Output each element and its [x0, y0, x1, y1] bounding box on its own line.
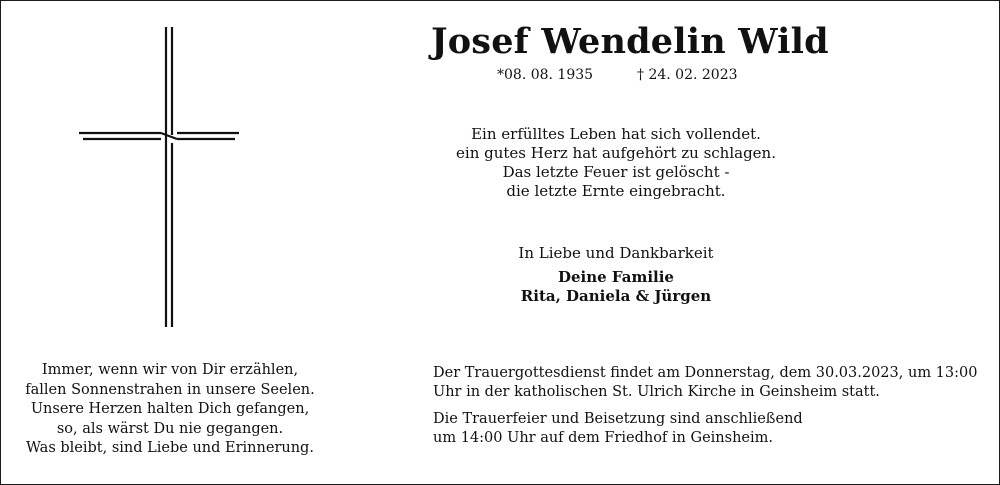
- verse-left-line: Immer, wenn wir von Dir erzählen,: [41, 362, 299, 378]
- verse-left-line: Unsere Herzen halten Dich gefangen,: [30, 401, 310, 417]
- verse-right-line: Das letzte Feuer ist gelöscht -: [502, 163, 730, 181]
- thanks-block: [441, 244, 791, 306]
- deceased-name: Josef Wendelin Wild: [431, 21, 829, 62]
- verse-right-line: die letzte Ernte eingebracht.: [506, 182, 726, 200]
- service-line: Die Trauerfeier und Beisetzung sind anschließend: [433, 411, 803, 427]
- birth-date: *08. 08. 1935: [497, 67, 594, 83]
- service-line: Uhr in der katholischen St. Ulrich Kirche in Geinsheim statt.: [433, 384, 880, 400]
- verse-left-line: so, als wärst Du nie gegangen.: [56, 420, 284, 437]
- life-dates: [497, 67, 737, 83]
- verse-right-line: ein gutes Herz hat aufgehört zu schlagen.: [456, 144, 776, 162]
- service-paragraph: [433, 364, 993, 402]
- signer-line: Rita, Daniela & Jürgen: [520, 287, 712, 305]
- signers: [441, 268, 791, 306]
- verse-left: [25, 361, 315, 459]
- cross-icon: [79, 27, 239, 327]
- verse-left-line: Was bleibt, sind Liebe und Erinnerung.: [26, 440, 314, 456]
- verse-right: [441, 125, 791, 201]
- verse-left-line: fallen Sonnenstrahen in unsere Seelen.: [25, 381, 315, 398]
- death-date: † 24. 02. 2023: [637, 67, 738, 83]
- service-paragraph: [433, 410, 993, 448]
- thanks-intro: In Liebe und Dankbarkeit: [518, 244, 714, 262]
- service-line: Der Trauergottesdienst findet am Donnerstag, dem 30.03.2023, um 13:00: [433, 365, 978, 381]
- verse-right-line: Ein erfülltes Leben hat sich vollendet.: [471, 125, 761, 143]
- service-info: [433, 364, 993, 456]
- signer-line: Deine Familie: [558, 268, 674, 286]
- service-line: um 14:00 Uhr auf dem Friedhof in Geinsheim.: [433, 430, 773, 446]
